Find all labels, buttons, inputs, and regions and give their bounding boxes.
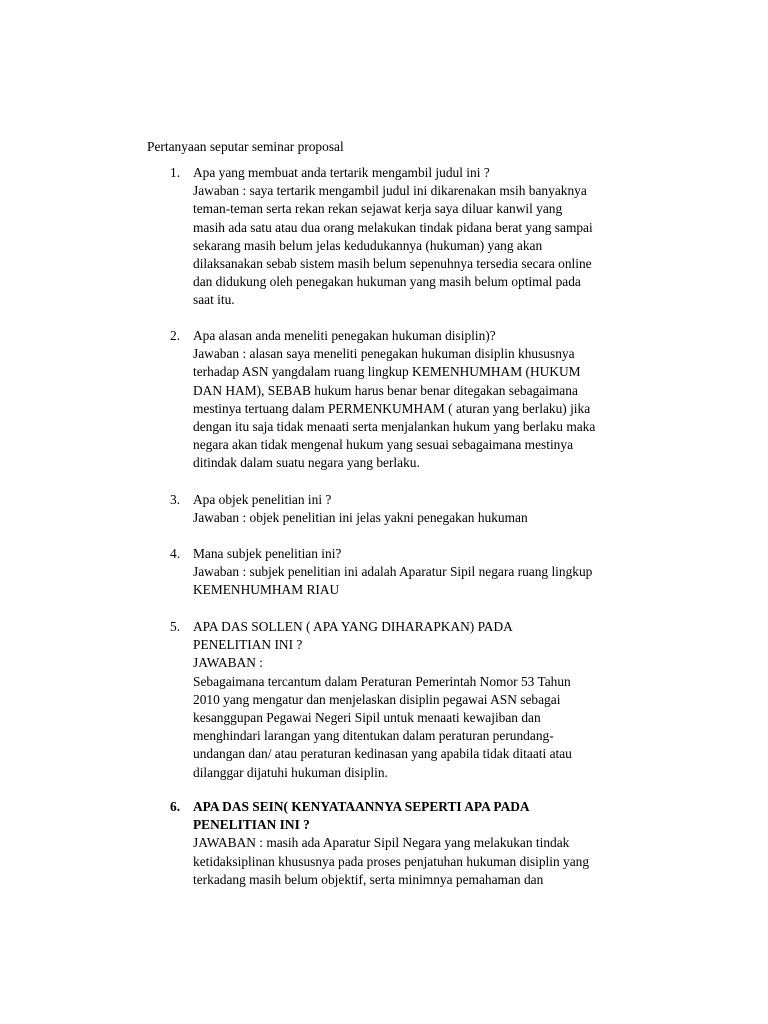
answer-line: dilanggar dijatuhi hukuman disiplin. (193, 764, 388, 780)
answer-line: dilaksanakan sebab sistem masih belum sepenuhnya tersedia secara online (193, 256, 592, 272)
answer-line: Jawaban : alasan saya meneliti penegakan hukuman disiplin khususnya (193, 346, 575, 362)
question-body (193, 798, 670, 889)
question-number: 4. (170, 546, 181, 561)
question-body (193, 164, 670, 310)
answer-line: teman-teman serta rekan rekan sejawat kerja saya diluar kanwil yang (193, 201, 563, 217)
question-number: 5. (170, 619, 181, 634)
answer-line: Jawaban : objek penelitian ini jelas yakni penegakan hukuman (193, 510, 528, 526)
answer-line: masih ada satu atau dua orang melakukan tindak pidana berat yang sampai (193, 219, 593, 235)
answer-line: Jawaban : subjek penelitian ini adalah Aparatur Sipil negara ruang lingkup (193, 564, 593, 580)
answer-line: ditindak dalam suatu negara yang berlaku. (193, 455, 420, 471)
question-text: APA DAS SEIN( KENYATAANNYA SEPERTI APA PADA (193, 799, 530, 814)
question-body (193, 618, 670, 782)
document-title: Pertanyaan seputar seminar proposal (147, 139, 344, 154)
question-number: 1. (170, 165, 181, 180)
answer-line: undangan dan/ atau peraturan kedinasan yang apabila tidak ditaati atau (193, 746, 572, 762)
answer-line: terkadang masih belum objektif, serta minimnya pemahaman dan (193, 871, 544, 887)
answer-line: sekarang masih belum jelas kedudukannya (hukuman) yang akan (193, 237, 543, 253)
answer-line: dengan itu saja tidak menaati serta menjalankan hukum yang berlaku maka (193, 419, 596, 435)
question-item-2 (170, 327, 670, 473)
question-item-6 (170, 798, 670, 889)
question-text: Mana subjek penelitian ini? (193, 546, 342, 561)
question-item-3 (170, 491, 670, 527)
answer-line: menghindari larangan yang ditentukan dalam peraturan perundang- (193, 728, 554, 744)
question-number: 6. (170, 799, 181, 814)
answer-line: negara akan tidak mengenal hukum yang sesuai sebagaimana mestinya (193, 437, 574, 453)
answer-label: JAWABAN : (193, 655, 263, 671)
question-body (193, 491, 670, 527)
question-item-1 (170, 164, 670, 310)
answer-line: dan didukung oleh penegakan hukuman yang masih belum optimal pada (193, 274, 581, 290)
answer-line: kesanggupan Pegawai Negeri Sipil untuk menaati kewajiban dan (193, 710, 541, 726)
question-item-5 (170, 618, 670, 782)
answer-line: mestinya tertuang dalam PERMENKUMHAM ( aturan yang berlaku) jika (193, 400, 591, 416)
question-text: APA DAS SOLLEN ( APA YANG DIHARAPKAN) PADA (193, 619, 513, 634)
answer-line: 2010 yang mengatur dan menjelaskan disiplin pegawai ASN sebagai (193, 691, 561, 707)
question-text: Apa objek penelitian ini ? (193, 492, 332, 507)
answer-line: Sebagaimana tercantum dalam Peraturan Pemerintah Nomor 53 Tahun (193, 673, 571, 689)
question-number: 2. (170, 328, 181, 343)
question-number: 3. (170, 492, 181, 507)
answer-line: saat itu. (193, 292, 235, 308)
question-text: PENELITIAN INI ? (193, 817, 310, 833)
question-text: Apa alasan anda meneliti penegakan hukuman disiplin)? (193, 328, 496, 343)
question-text: PENELITIAN INI ? (193, 637, 303, 653)
answer-line: ketidaksiplinan khususnya pada proses penjatuhan hukuman disiplin yang (193, 853, 590, 869)
question-text: Apa yang membuat anda tertarik mengambil judul ini ? (193, 165, 490, 180)
answer-line: DAN HAM), SEBAB hukum harus benar benar ditegakan sebagaimana (193, 382, 578, 398)
question-body (193, 545, 670, 600)
answer-line: KEMENHUMHAM RIAU (193, 582, 340, 598)
answer-line: JAWABAN : masih ada Aparatur Sipil Negara yang melakukan tindak (193, 835, 570, 851)
question-body (193, 327, 670, 473)
answer-line: terhadap ASN yangdalam ruang lingkup KEMENHUMHAM (HUKUM (193, 364, 581, 380)
question-item-4 (170, 545, 670, 600)
answer-line: Jawaban : saya tertarik mengambil judul ini dikarenakan msih banyaknya (193, 183, 587, 199)
